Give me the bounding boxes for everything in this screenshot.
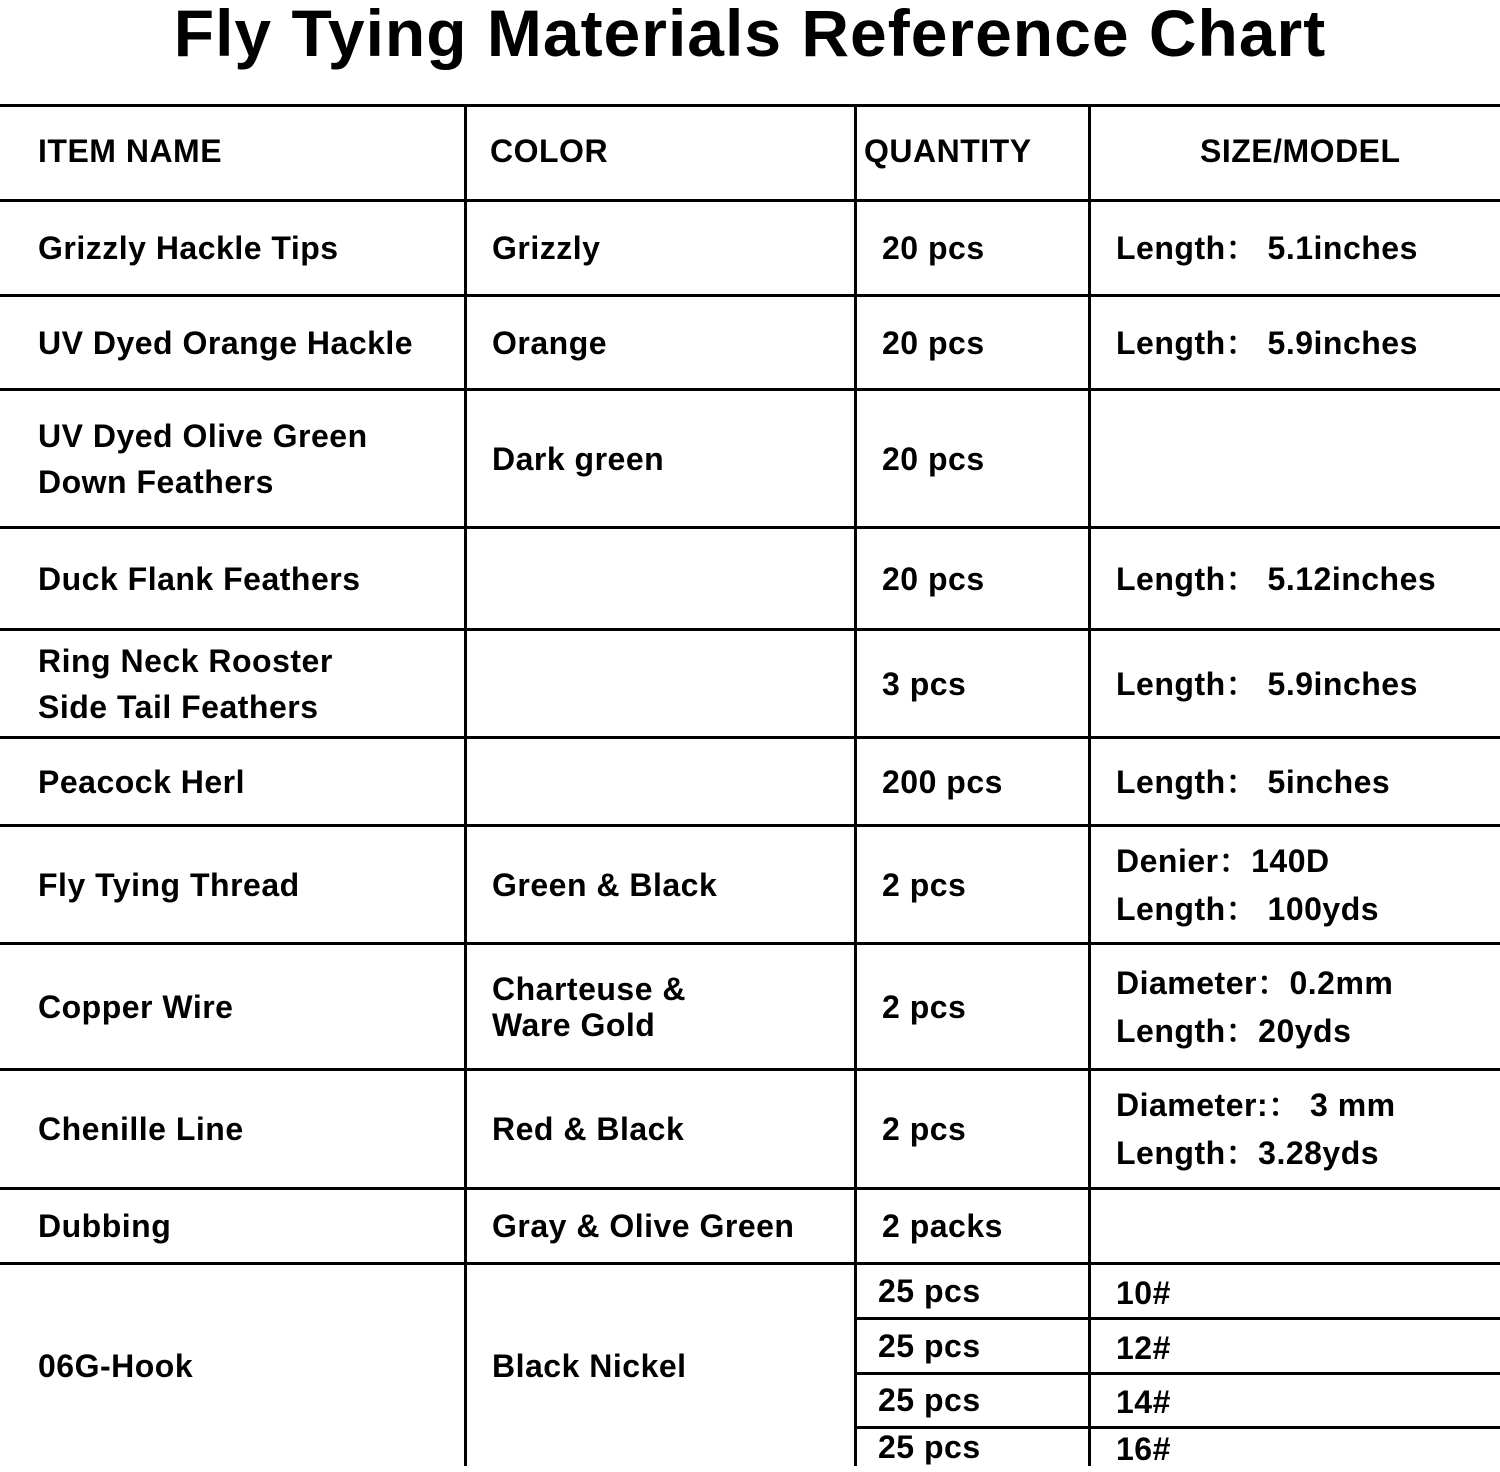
header-size-model: SIZE/MODEL — [1200, 133, 1401, 169]
page-title: Fly Tying Materials Reference Chart — [173, 0, 1327, 70]
item-color: Orange — [492, 324, 608, 361]
item-color: Black Nickel — [492, 1347, 687, 1384]
row-divider — [0, 526, 1500, 529]
item-quantity: 20 pcs — [882, 230, 985, 266]
item-name: UV Dyed Orange Hackle — [38, 324, 414, 361]
hook-size: 16# — [1116, 1431, 1171, 1467]
item-name: Grizzly Hackle Tips — [38, 230, 339, 266]
row-divider — [0, 104, 1500, 107]
item-name: Side Tail Feathers — [38, 688, 319, 725]
item-name: Down Feathers — [38, 463, 274, 500]
item-quantity: 20 pcs — [882, 560, 985, 597]
item-name: Chenille Line — [38, 1111, 244, 1147]
row-divider — [0, 736, 1500, 739]
hook-size: 12# — [1116, 1329, 1171, 1366]
item-color: Grizzly — [492, 230, 601, 266]
column-divider — [854, 104, 857, 1466]
item-name: Peacock Herl — [38, 763, 246, 800]
hook-quantity: 25 pcs — [878, 1272, 981, 1309]
item-name: Copper Wire — [38, 988, 234, 1025]
item-name: Fly Tying Thread — [38, 866, 300, 903]
header-color: COLOR — [490, 133, 609, 169]
hook-quantity: 25 pcs — [878, 1327, 981, 1364]
item-quantity: 20 pcs — [882, 324, 985, 361]
item-quantity: 3 pcs — [882, 665, 967, 702]
row-divider — [0, 1187, 1500, 1190]
item-quantity: 2 pcs — [882, 1111, 967, 1147]
item-quantity: 20 pcs — [882, 440, 985, 477]
row-divider — [0, 824, 1500, 827]
column-divider — [464, 104, 467, 1466]
hook-quantity: 25 pcs — [878, 1382, 981, 1418]
header-item-name: ITEM NAME — [38, 133, 223, 169]
item-size: Length： 5.1inches — [1116, 230, 1418, 266]
item-color: Ware Gold — [492, 1006, 656, 1043]
item-quantity: 200 pcs — [882, 763, 1003, 800]
item-name: UV Dyed Olive Green — [38, 417, 368, 454]
item-size: Length： 5.9inches — [1116, 665, 1418, 702]
item-name: 06G-Hook — [38, 1347, 194, 1384]
item-quantity: 2 packs — [882, 1208, 1003, 1244]
item-color: Gray & Olive Green — [492, 1208, 795, 1244]
item-quantity: 2 pcs — [882, 866, 967, 903]
item-name: Duck Flank Feathers — [38, 560, 361, 597]
row-divider — [0, 388, 1500, 391]
row-divider — [0, 199, 1500, 202]
item-size: Length： 5.9inches — [1116, 324, 1418, 361]
column-divider — [1088, 104, 1091, 1466]
item-size: Diameter:： 3 mm — [1116, 1087, 1396, 1123]
hook-quantity: 25 pcs — [878, 1429, 981, 1465]
item-color: Dark green — [492, 440, 665, 477]
hook-subrow-divider — [856, 1317, 1500, 1320]
hook-size: 10# — [1116, 1274, 1171, 1311]
item-size: Length：20yds — [1116, 1012, 1352, 1049]
item-size: Length： 100yds — [1116, 890, 1380, 927]
item-size: Length： 5.12inches — [1116, 560, 1437, 597]
item-size: Length： 5inches — [1116, 763, 1391, 800]
item-color: Charteuse & — [492, 970, 686, 1007]
item-size: Diameter：0.2mm — [1116, 964, 1394, 1001]
hook-size: 14# — [1116, 1384, 1171, 1420]
row-divider — [0, 1262, 1500, 1265]
item-name: Ring Neck Rooster — [38, 642, 333, 679]
row-divider — [0, 942, 1500, 945]
row-divider — [0, 294, 1500, 297]
item-size: Denier：140D — [1116, 842, 1330, 879]
hook-subrow-divider — [856, 1372, 1500, 1375]
row-divider — [0, 1068, 1500, 1071]
item-size: Length：3.28yds — [1116, 1135, 1380, 1171]
item-color: Red & Black — [492, 1111, 685, 1147]
item-quantity: 2 pcs — [882, 988, 967, 1025]
item-color: Green & Black — [492, 866, 718, 903]
header-quantity: QUANTITY — [864, 133, 1032, 169]
item-name: Dubbing — [38, 1208, 172, 1244]
row-divider — [0, 628, 1500, 631]
